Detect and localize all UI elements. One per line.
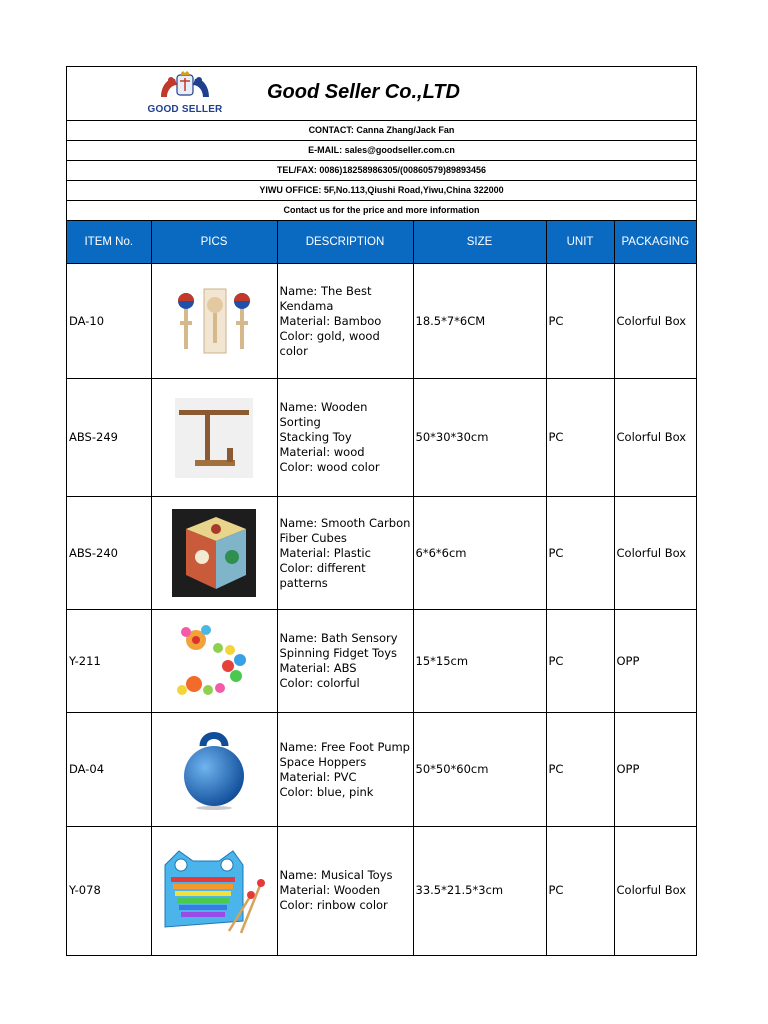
table-header-row [67, 221, 696, 264]
table-row [67, 497, 696, 610]
fidget-spinner-image [174, 620, 254, 702]
product-picture [151, 379, 277, 497]
product-size: 33.5*21.5*3cm [413, 827, 546, 955]
column-header-item: ITEM No. [67, 221, 151, 264]
description-line: Material: wood [279, 445, 365, 459]
lion-crest-icon [147, 71, 223, 105]
product-unit: PC [546, 827, 614, 955]
product-picture [151, 713, 277, 827]
description-line: Material: ABS [279, 661, 357, 675]
tel-line: TEL/FAX: 0086)18258986305/(00860579)89893456 [67, 161, 696, 181]
table-row [67, 264, 696, 379]
description-line: Color: rinbow color [279, 898, 388, 913]
product-description [277, 713, 413, 827]
product-description [277, 610, 413, 713]
product-description [277, 264, 413, 379]
product-packaging: OPP [614, 713, 696, 827]
table-row [67, 713, 696, 827]
description-line: Space Hoppers [279, 754, 367, 769]
column-header-unit: UNIT [546, 221, 614, 264]
product-packaging: Colorful Box [614, 497, 696, 610]
product-picture [151, 610, 277, 713]
item-number: ABS-249 [67, 379, 151, 497]
item-number: DA-04 [67, 713, 151, 827]
column-header-description: DESCRIPTION [277, 221, 413, 264]
description-line: Color: wood color [279, 460, 380, 474]
column-header-pics: PICS [151, 221, 277, 264]
company-logo [147, 71, 223, 117]
product-picture [151, 264, 277, 379]
xylophone-image [159, 847, 269, 935]
email-line: E-MAIL: sales@goodseller.com.cn [67, 141, 696, 161]
product-packaging: Colorful Box [616, 883, 687, 898]
item-number: ABS-240 [67, 497, 151, 610]
table-row [67, 827, 696, 955]
description-line: Color: different patterns [279, 560, 366, 590]
item-number: Y-211 [67, 610, 151, 713]
product-packaging: OPP [614, 610, 696, 713]
description-line: Color: blue, pink [279, 784, 374, 799]
description-line: Name: Free Foot Pump [279, 739, 410, 754]
product-size: 15*15cm [413, 610, 546, 713]
description-line: Material: Plastic [279, 545, 371, 560]
description-line: Name: The Best [279, 283, 372, 298]
product-packaging: Colorful Box [614, 379, 696, 497]
kendama-image [174, 285, 254, 357]
description-line: Material: Bamboo [279, 313, 382, 328]
product-unit: PC [546, 610, 614, 713]
product-unit: PC [546, 264, 614, 379]
product-table [67, 221, 696, 955]
table-row [67, 610, 696, 713]
column-header-size: SIZE [413, 221, 546, 264]
product-sheet [66, 66, 697, 956]
product-unit: PC [546, 713, 614, 827]
product-picture [151, 827, 277, 955]
description-line: Color: gold, wood color [279, 328, 380, 358]
product-description [277, 497, 413, 610]
cube-image [172, 509, 256, 597]
description-line: Name: Bath Sensory [279, 631, 398, 645]
description-line: Fiber Cubes [279, 530, 347, 545]
description-line: Stacking Toy [279, 430, 352, 444]
description-line: Material: PVC [279, 769, 357, 784]
description-line: Material: Wooden [279, 883, 381, 898]
product-size: 18.5*7*6CM [413, 264, 546, 379]
column-header-packaging: PACKAGING [614, 221, 696, 264]
item-number: DA-10 [67, 264, 151, 379]
description-line: Name: Wooden Sorting [279, 400, 368, 429]
product-size: 50*30*30cm [413, 379, 546, 497]
company-name: Good Seller Co.,LTD [267, 81, 460, 103]
description-line: Spinning Fidget Toys [279, 646, 398, 660]
description-line: Color: colorful [279, 676, 360, 690]
sheet-header [67, 67, 696, 121]
logo-text: GOOD SELLER [147, 104, 223, 115]
product-size: 6*6*6cm [413, 497, 546, 610]
product-packaging: Colorful Box [614, 264, 696, 379]
note-line: Contact us for the price and more information [67, 201, 696, 221]
description-line: Name: Musical Toys [279, 868, 393, 883]
sorting-toy-image [175, 398, 253, 478]
office-line: YIWU OFFICE: 5F,No.113,Qiushi Road,Yiwu,China 322000 [67, 181, 696, 201]
contact-line: CONTACT: Canna Zhang/Jack Fan [67, 121, 696, 141]
product-unit: PC [546, 497, 614, 610]
product-description [277, 827, 413, 955]
product-size: 50*50*60cm [413, 713, 546, 827]
product-picture [151, 497, 277, 610]
description-line: Kendama [279, 298, 334, 313]
space-hopper-image [179, 730, 249, 810]
item-number: Y-078 [67, 827, 151, 955]
product-description [277, 379, 413, 497]
description-line: Name: Smooth Carbon [279, 515, 411, 530]
product-unit: PC [546, 379, 614, 497]
table-row [67, 379, 696, 497]
